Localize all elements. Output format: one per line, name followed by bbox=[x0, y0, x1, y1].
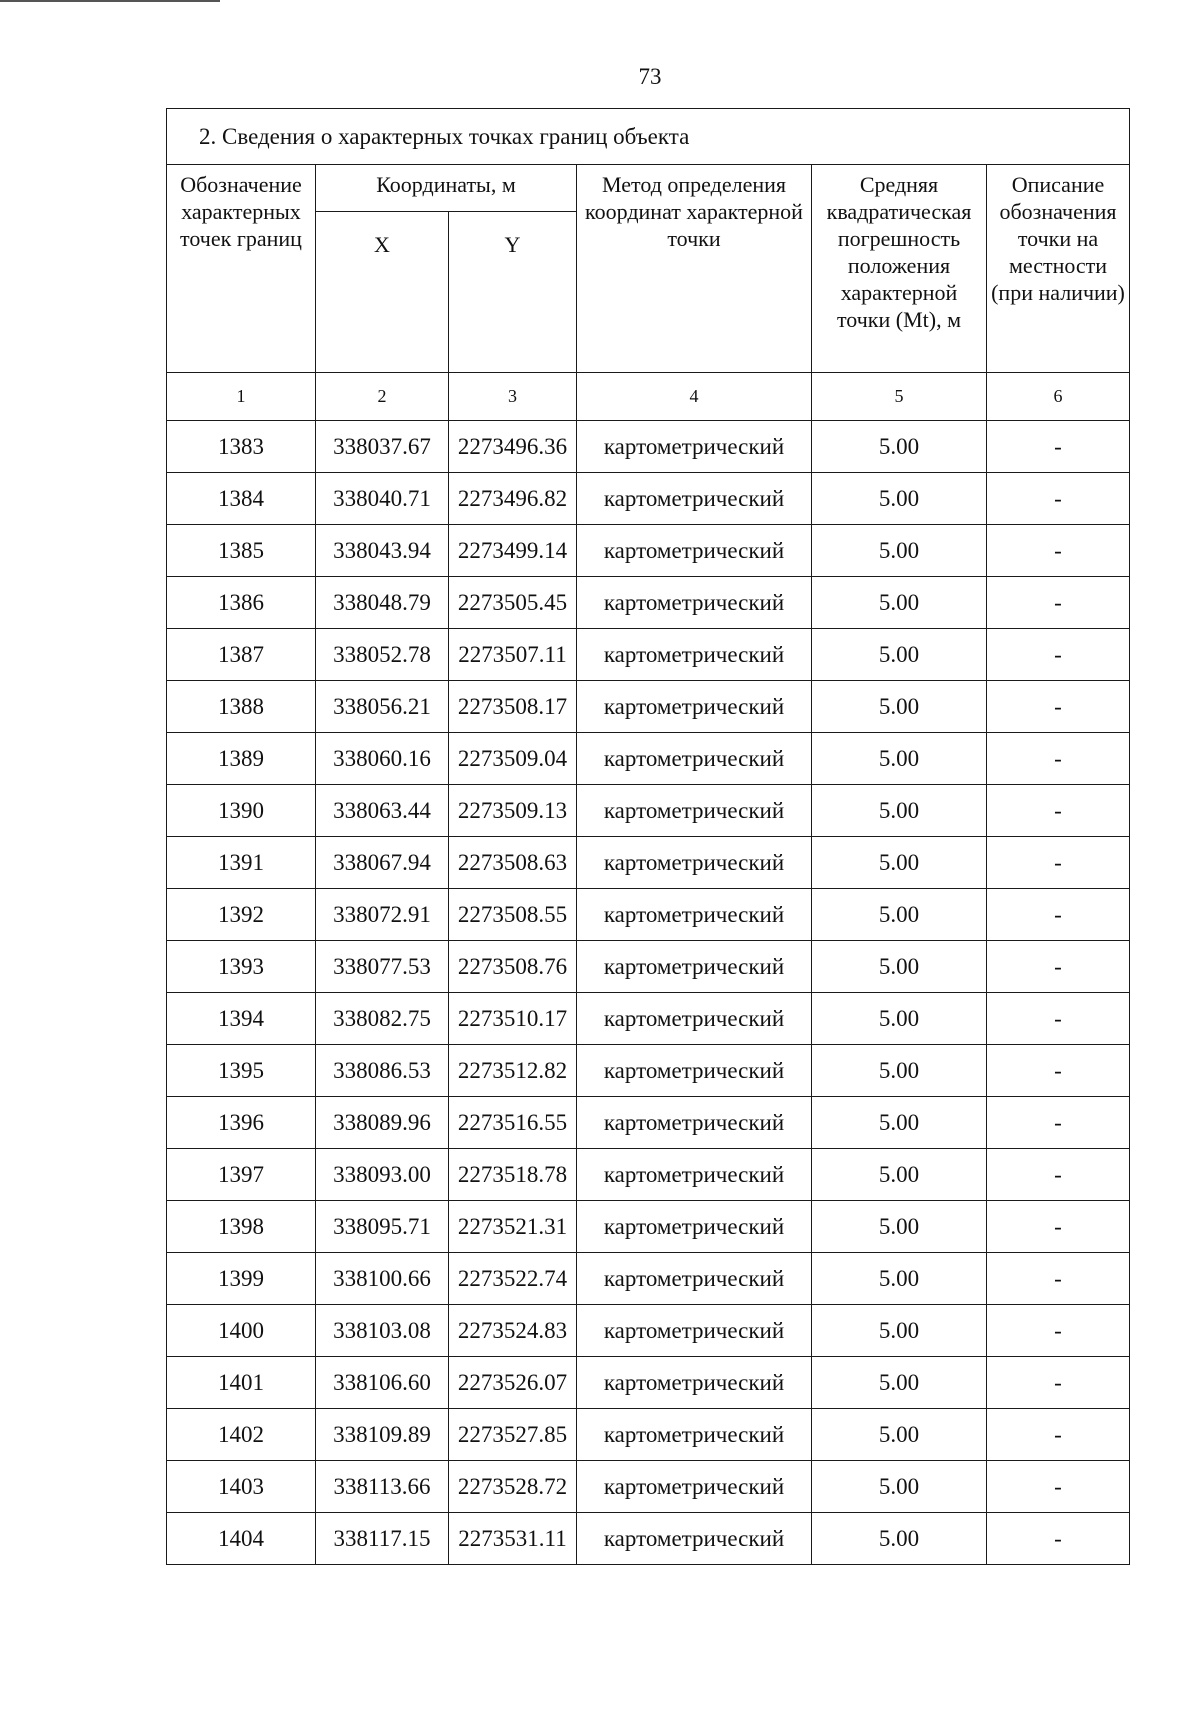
header-x: X bbox=[316, 212, 449, 373]
cell-point-id: 1383 bbox=[167, 421, 316, 473]
cell-y-coordinate: 2273528.72 bbox=[449, 1461, 577, 1513]
cell-description: - bbox=[987, 1357, 1130, 1409]
cell-point-id: 1402 bbox=[167, 1409, 316, 1461]
cell-description: - bbox=[987, 577, 1130, 629]
cell-method: картометрический bbox=[577, 421, 812, 473]
table-row bbox=[167, 473, 1130, 525]
cell-description: - bbox=[987, 1409, 1130, 1461]
cell-x-coordinate: 338067.94 bbox=[316, 837, 449, 889]
table-row bbox=[167, 681, 1130, 733]
cell-point-id: 1391 bbox=[167, 837, 316, 889]
cell-description: - bbox=[987, 889, 1130, 941]
cell-x-coordinate: 338043.94 bbox=[316, 525, 449, 577]
cell-description: - bbox=[987, 1305, 1130, 1357]
cell-x-coordinate: 338113.66 bbox=[316, 1461, 449, 1513]
cell-x-coordinate: 338040.71 bbox=[316, 473, 449, 525]
cell-error: 5.00 bbox=[812, 577, 987, 629]
cell-description: - bbox=[987, 785, 1130, 837]
cell-point-id: 1403 bbox=[167, 1461, 316, 1513]
cell-y-coordinate: 2273522.74 bbox=[449, 1253, 577, 1305]
cell-y-coordinate: 2273510.17 bbox=[449, 993, 577, 1045]
cell-y-coordinate: 2273505.45 bbox=[449, 577, 577, 629]
cell-description: - bbox=[987, 629, 1130, 681]
cell-x-coordinate: 338082.75 bbox=[316, 993, 449, 1045]
cell-y-coordinate: 2273518.78 bbox=[449, 1149, 577, 1201]
cell-y-coordinate: 2273509.13 bbox=[449, 785, 577, 837]
cell-method: картометрический bbox=[577, 1149, 812, 1201]
cell-y-coordinate: 2273496.36 bbox=[449, 421, 577, 473]
cell-description: - bbox=[987, 1097, 1130, 1149]
cell-point-id: 1394 bbox=[167, 993, 316, 1045]
cell-error: 5.00 bbox=[812, 421, 987, 473]
column-number: 6 bbox=[987, 373, 1130, 421]
cell-x-coordinate: 338103.08 bbox=[316, 1305, 449, 1357]
cell-method: картометрический bbox=[577, 889, 812, 941]
table-row bbox=[167, 993, 1130, 1045]
table-row bbox=[167, 1149, 1130, 1201]
cell-y-coordinate: 2273521.31 bbox=[449, 1201, 577, 1253]
cell-description: - bbox=[987, 1045, 1130, 1097]
cell-error: 5.00 bbox=[812, 993, 987, 1045]
cell-error: 5.00 bbox=[812, 681, 987, 733]
header-description: Описание обозначения точки на местности (при наличии) bbox=[987, 165, 1130, 373]
cell-error: 5.00 bbox=[812, 1149, 987, 1201]
cell-method: картометрический bbox=[577, 1097, 812, 1149]
table-row bbox=[167, 889, 1130, 941]
cell-x-coordinate: 338117.15 bbox=[316, 1513, 449, 1565]
table-row bbox=[167, 1409, 1130, 1461]
cell-error: 5.00 bbox=[812, 1513, 987, 1565]
cell-method: картометрический bbox=[577, 993, 812, 1045]
cell-point-id: 1389 bbox=[167, 733, 316, 785]
cell-method: картометрический bbox=[577, 785, 812, 837]
table-row bbox=[167, 1357, 1130, 1409]
cell-method: картометрический bbox=[577, 1461, 812, 1513]
column-number-row bbox=[167, 373, 1130, 421]
cell-method: картометрический bbox=[577, 1305, 812, 1357]
cell-x-coordinate: 338063.44 bbox=[316, 785, 449, 837]
cell-y-coordinate: 2273499.14 bbox=[449, 525, 577, 577]
cell-method: картометрический bbox=[577, 525, 812, 577]
cell-description: - bbox=[987, 1513, 1130, 1565]
cell-y-coordinate: 2273496.82 bbox=[449, 473, 577, 525]
cell-error: 5.00 bbox=[812, 629, 987, 681]
page-number bbox=[0, 64, 1200, 90]
table-caption-row bbox=[167, 109, 1130, 165]
boundary-points-table bbox=[166, 108, 1130, 1565]
cell-point-id: 1404 bbox=[167, 1513, 316, 1565]
cell-point-id: 1392 bbox=[167, 889, 316, 941]
table-row bbox=[167, 421, 1130, 473]
table-row bbox=[167, 1513, 1130, 1565]
cell-error: 5.00 bbox=[812, 1201, 987, 1253]
cell-x-coordinate: 338093.00 bbox=[316, 1149, 449, 1201]
cell-error: 5.00 bbox=[812, 473, 987, 525]
cell-description: - bbox=[987, 421, 1130, 473]
cell-error: 5.00 bbox=[812, 889, 987, 941]
cell-point-id: 1397 bbox=[167, 1149, 316, 1201]
cell-point-id: 1401 bbox=[167, 1357, 316, 1409]
cell-point-id: 1399 bbox=[167, 1253, 316, 1305]
cell-x-coordinate: 338109.89 bbox=[316, 1409, 449, 1461]
header-coordinates: Координаты, м bbox=[316, 165, 577, 212]
cell-x-coordinate: 338106.60 bbox=[316, 1357, 449, 1409]
cell-y-coordinate: 2273524.83 bbox=[449, 1305, 577, 1357]
cell-method: картометрический bbox=[577, 1201, 812, 1253]
cell-description: - bbox=[987, 837, 1130, 889]
cell-description: - bbox=[987, 1149, 1130, 1201]
cell-point-id: 1393 bbox=[167, 941, 316, 993]
table-row bbox=[167, 577, 1130, 629]
cell-error: 5.00 bbox=[812, 1357, 987, 1409]
cell-y-coordinate: 2273508.76 bbox=[449, 941, 577, 993]
cell-description: - bbox=[987, 993, 1130, 1045]
cell-y-coordinate: 2273508.55 bbox=[449, 889, 577, 941]
header-row-1 bbox=[167, 165, 1130, 212]
cell-point-id: 1384 bbox=[167, 473, 316, 525]
cell-y-coordinate: 2273527.85 bbox=[449, 1409, 577, 1461]
cell-error: 5.00 bbox=[812, 1305, 987, 1357]
cell-error: 5.00 bbox=[812, 1097, 987, 1149]
cell-method: картометрический bbox=[577, 629, 812, 681]
cell-error: 5.00 bbox=[812, 941, 987, 993]
cell-error: 5.00 bbox=[812, 525, 987, 577]
cell-error: 5.00 bbox=[812, 733, 987, 785]
cell-x-coordinate: 338048.79 bbox=[316, 577, 449, 629]
table-caption: 2. Сведения о характерных точках границ объекта bbox=[167, 109, 1130, 165]
cell-error: 5.00 bbox=[812, 1409, 987, 1461]
cell-method: картометрический bbox=[577, 1513, 812, 1565]
cell-y-coordinate: 2273512.82 bbox=[449, 1045, 577, 1097]
cell-y-coordinate: 2273531.11 bbox=[449, 1513, 577, 1565]
cell-point-id: 1400 bbox=[167, 1305, 316, 1357]
cell-method: картометрический bbox=[577, 733, 812, 785]
cell-x-coordinate: 338072.91 bbox=[316, 889, 449, 941]
table-row bbox=[167, 1097, 1130, 1149]
cell-method: картометрический bbox=[577, 1409, 812, 1461]
cell-method: картометрический bbox=[577, 941, 812, 993]
header-y: Y bbox=[449, 212, 577, 373]
cell-point-id: 1387 bbox=[167, 629, 316, 681]
cell-error: 5.00 bbox=[812, 1461, 987, 1513]
column-number: 2 bbox=[316, 373, 449, 421]
table-row bbox=[167, 629, 1130, 681]
table-row bbox=[167, 785, 1130, 837]
cell-error: 5.00 bbox=[812, 1253, 987, 1305]
cell-description: - bbox=[987, 473, 1130, 525]
cell-description: - bbox=[987, 941, 1130, 993]
cell-y-coordinate: 2273516.55 bbox=[449, 1097, 577, 1149]
cell-description: - bbox=[987, 733, 1130, 785]
cell-x-coordinate: 338077.53 bbox=[316, 941, 449, 993]
cell-y-coordinate: 2273508.17 bbox=[449, 681, 577, 733]
cell-method: картометрический bbox=[577, 577, 812, 629]
cell-x-coordinate: 338086.53 bbox=[316, 1045, 449, 1097]
table-row bbox=[167, 1201, 1130, 1253]
column-number: 3 bbox=[449, 373, 577, 421]
cell-error: 5.00 bbox=[812, 1045, 987, 1097]
cell-point-id: 1388 bbox=[167, 681, 316, 733]
table-row bbox=[167, 1461, 1130, 1513]
cell-point-id: 1390 bbox=[167, 785, 316, 837]
cell-point-id: 1395 bbox=[167, 1045, 316, 1097]
cell-method: картометрический bbox=[577, 473, 812, 525]
header-error: Средняя квадратическая погрешность положения характерной точки (Mt), м bbox=[812, 165, 987, 373]
scan-artifact-line bbox=[0, 0, 220, 2]
cell-method: картометрический bbox=[577, 681, 812, 733]
cell-y-coordinate: 2273526.07 bbox=[449, 1357, 577, 1409]
table-row bbox=[167, 941, 1130, 993]
cell-method: картометрический bbox=[577, 837, 812, 889]
cell-y-coordinate: 2273509.04 bbox=[449, 733, 577, 785]
header-designation: Обозначение характерных точек границ bbox=[167, 165, 316, 373]
table-row bbox=[167, 525, 1130, 577]
cell-description: - bbox=[987, 1253, 1130, 1305]
table-row bbox=[167, 1305, 1130, 1357]
cell-description: - bbox=[987, 525, 1130, 577]
cell-y-coordinate: 2273508.63 bbox=[449, 837, 577, 889]
cell-description: - bbox=[987, 1201, 1130, 1253]
cell-x-coordinate: 338060.16 bbox=[316, 733, 449, 785]
table-row bbox=[167, 1045, 1130, 1097]
cell-method: картометрический bbox=[577, 1045, 812, 1097]
cell-method: картометрический bbox=[577, 1253, 812, 1305]
column-number: 5 bbox=[812, 373, 987, 421]
cell-description: - bbox=[987, 681, 1130, 733]
cell-x-coordinate: 338052.78 bbox=[316, 629, 449, 681]
column-number: 4 bbox=[577, 373, 812, 421]
cell-method: картометрический bbox=[577, 1357, 812, 1409]
header-method: Метод определения координат характерной точки bbox=[577, 165, 812, 373]
column-number: 1 bbox=[167, 373, 316, 421]
page-number-text: 73 bbox=[638, 64, 662, 89]
cell-x-coordinate: 338100.66 bbox=[316, 1253, 449, 1305]
cell-error: 5.00 bbox=[812, 785, 987, 837]
table-row bbox=[167, 733, 1130, 785]
cell-x-coordinate: 338037.67 bbox=[316, 421, 449, 473]
cell-point-id: 1385 bbox=[167, 525, 316, 577]
cell-point-id: 1398 bbox=[167, 1201, 316, 1253]
cell-point-id: 1386 bbox=[167, 577, 316, 629]
cell-x-coordinate: 338056.21 bbox=[316, 681, 449, 733]
cell-x-coordinate: 338095.71 bbox=[316, 1201, 449, 1253]
cell-error: 5.00 bbox=[812, 837, 987, 889]
table-row bbox=[167, 1253, 1130, 1305]
cell-point-id: 1396 bbox=[167, 1097, 316, 1149]
cell-x-coordinate: 338089.96 bbox=[316, 1097, 449, 1149]
cell-y-coordinate: 2273507.11 bbox=[449, 629, 577, 681]
table-row bbox=[167, 837, 1130, 889]
cell-description: - bbox=[987, 1461, 1130, 1513]
